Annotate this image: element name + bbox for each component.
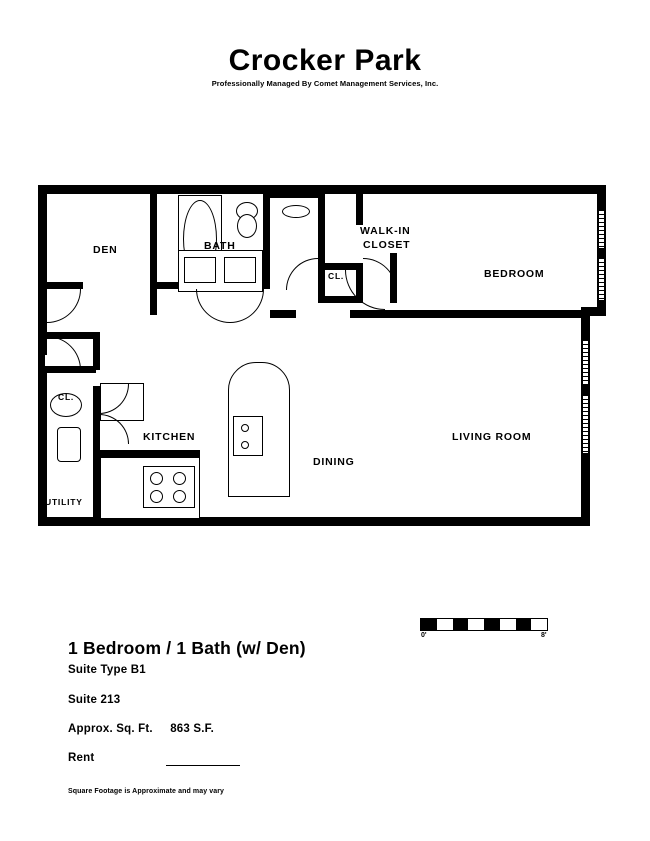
island-sink [233,416,263,456]
wall-bedroom-bottom [350,310,590,318]
window-living-upper [583,340,588,385]
room-label-dining: DINING [313,456,355,468]
room-label-walkin-line1: WALK-IN [360,225,411,237]
suite-type-label: Suite Type [68,664,128,676]
wall-den-bottom-left [38,282,83,289]
scale-segment [516,619,532,630]
bath-sink-basin [282,205,310,218]
scale-segment [468,619,484,630]
vanity-basin-right [224,257,256,283]
scale-bar [420,618,548,631]
page-subtitle: Professionally Managed By Comet Management Services, Inc. [211,79,439,88]
page-title: Crocker Park [228,44,422,77]
rent-write-in-line [166,765,240,766]
wall-kitchen-counter-bottom [100,450,200,457]
wall-entry-closet-right [93,332,100,370]
sink-basin-icon-1 [241,424,249,432]
sink-basin-icon-2 [241,441,249,449]
suite-value: 213 [100,694,121,706]
suite-number-row [68,694,120,706]
vanity-basin-left [184,257,216,283]
room-label-living-room: LIVING ROOM [452,431,532,443]
room-label-den: DEN [93,244,118,256]
door-bath-left [196,289,230,323]
scale-segment [453,619,469,630]
scale-label-left: 0' [421,632,427,639]
room-label-bedroom: BEDROOM [484,268,545,280]
disclaimer-text: Square Footage is Approximate and may vary [68,788,225,795]
door-bath-right [230,289,264,323]
room-label-bath: BATH [204,240,236,252]
wall-bedroom-left-upper [356,185,363,225]
utility-fixture-rect [57,427,81,462]
burner-icon-4 [173,490,186,503]
burner-icon-3 [150,490,163,503]
scale-segment [437,619,453,630]
rent-row [68,752,94,764]
room-label-utility: UTILITY [45,497,83,507]
plan-name: 1 Bedroom / 1 Bath (w/ Den) [68,638,306,658]
window-bedroom-lower [599,258,604,300]
rent-label: Rent [68,752,95,764]
door-bedroom [345,270,385,310]
sqft-value: 863 S.F. [170,723,214,735]
sqft-label: Approx. Sq. Ft. [68,723,153,735]
room-label-closet-entry: CL. [58,392,75,402]
suite-type-value: B1 [130,664,146,676]
suite-label: Suite [68,694,98,706]
burner-icon-1 [150,472,163,485]
floorplan-drawing [0,150,650,570]
door-closet-hall [286,258,318,290]
wall-hall-bottom-left [270,310,296,318]
scale-label-right: 8' [541,632,547,639]
suite-type-row [68,664,146,676]
window-bedroom-upper [599,210,604,248]
window-living-lower [583,395,588,453]
wall-utility-right-lower [93,440,100,526]
wall-den-right [150,185,157,315]
wall-bath-right [263,185,270,289]
square-footage-row [68,723,214,735]
wall-walkin-left [318,185,325,270]
room-label-closet-hall: CL. [328,271,345,281]
room-label-kitchen: KITCHEN [143,431,196,443]
bath-vanity-counter [270,194,318,198]
scale-segment [500,619,516,630]
door-entry [47,336,81,370]
range-cooktop [143,466,195,508]
scale-segment [484,619,500,630]
room-label-walkin-line2: CLOSET [363,239,411,251]
toilet-bowl [237,214,257,238]
door-den [47,289,81,323]
burner-icon-2 [173,472,186,485]
scale-segment [421,619,437,630]
scale-segment [531,619,547,630]
